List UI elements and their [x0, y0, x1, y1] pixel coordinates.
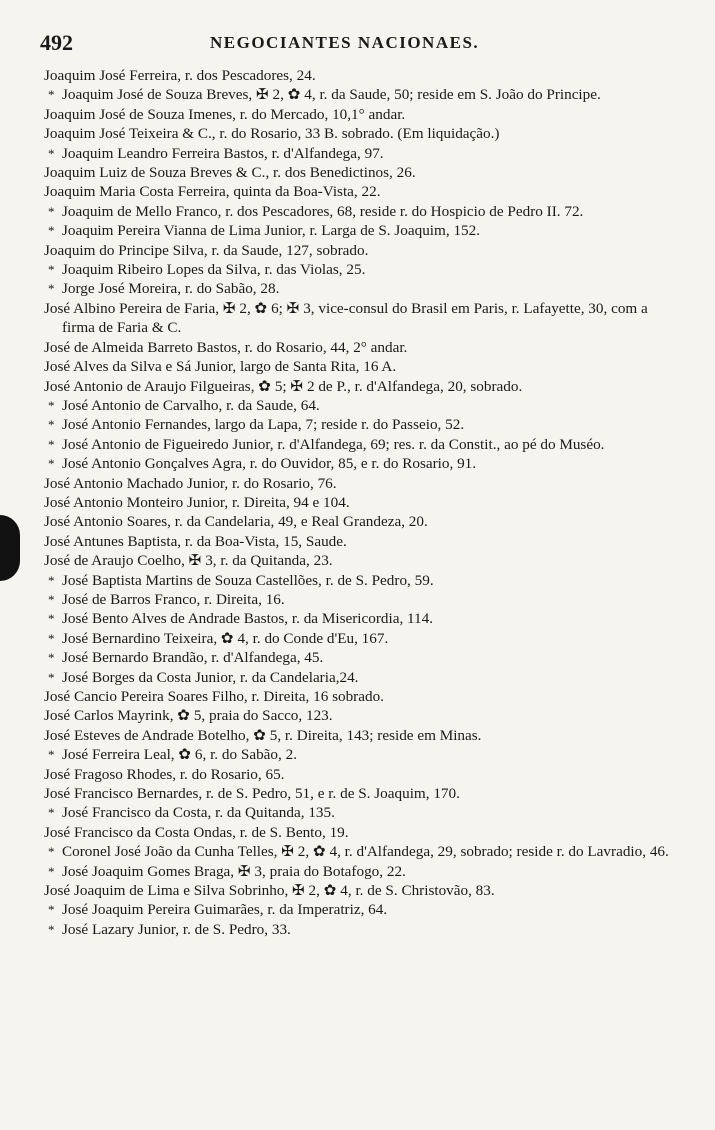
entry-text: José Albino Pereira de Faria, ✠ 2, ✿ 6; ✠ 3, vice-consul do Brasil em Paris, r. Lafayette, 30, com a firma de Faria & C.: [44, 299, 648, 337]
entry-text: José Francisco da Costa Ondas, r. de S. Bento, 19.: [44, 823, 349, 841]
entry-text: José Bernardo Brandão, r. d'Alfandega, 45.: [62, 649, 324, 667]
entry-text: Jorge José Moreira, r. do Sabão, 28.: [62, 280, 280, 298]
entry-text: Joaquim de Mello Franco, r. dos Pescadores, 68, reside r. do Hospicio de Pedro II. 72.: [62, 202, 584, 220]
entry-text: José Antunes Baptista, r. da Boa-Vista, 15, Saude.: [44, 532, 347, 550]
directory-entry: [44, 202, 673, 221]
entry-text: Coronel José João da Cunha Telles, ✠ 2, ✿ 4, r. d'Alfandega, 29, sobrado; reside r. do Lavradio, 46.: [62, 843, 669, 861]
directory-entry: [44, 66, 673, 85]
directory-entry: [44, 784, 673, 803]
directory-entry: [44, 803, 673, 822]
directory-entries: [44, 66, 673, 939]
star-mark-icon: *: [48, 630, 55, 646]
star-mark-icon: *: [48, 863, 55, 879]
entry-text: José Antonio de Araujo Filgueiras, ✿ 5; ✠ 2 de P., r. d'Alfandega, 20, sobrado.: [44, 377, 523, 395]
directory-entry: [44, 396, 673, 415]
directory-entry: [44, 862, 673, 881]
entry-text: José de Araujo Coelho, ✠ 3, r. da Quitanda, 23.: [44, 552, 333, 570]
directory-entry: [44, 571, 673, 590]
entry-text: Joaquim José de Souza Imenes, r. do Mercado, 10,1° andar.: [44, 105, 406, 123]
entry-text: José Joaquim Pereira Guimarães, r. da Imperatriz, 64.: [62, 901, 388, 919]
entry-text: José de Barros Franco, r. Direita, 16.: [62, 590, 285, 608]
directory-entry: [44, 687, 673, 706]
star-mark-icon: *: [48, 417, 55, 433]
entry-text: José Antonio Fernandes, largo da Lapa, 7; reside r. do Passeio, 52.: [62, 416, 465, 434]
entry-text: Joaquim José de Souza Breves, ✠ 2, ✿ 4, r. da Saude, 50; reside em S. João do Principe.: [62, 86, 601, 104]
entry-text: José Esteves de Andrade Botelho, ✿ 5, r. Direita, 143; reside em Minas.: [44, 726, 482, 744]
directory-entry: [44, 357, 673, 376]
running-title: NEGOCIANTES NACIONAES.: [210, 33, 480, 52]
entry-text: Joaquim Pereira Vianna de Lima Junior, r. Larga de S. Joaquim, 152.: [62, 222, 481, 240]
entry-text: José Ferreira Leal, ✿ 6, r. do Sabão, 2.: [62, 746, 297, 764]
page-header: [40, 30, 675, 54]
star-mark-icon: *: [48, 844, 55, 860]
entry-text: José Baptista Martins de Souza Castellões, r. de S. Pedro, 59.: [62, 571, 434, 589]
entry-text: José Joaquim de Lima e Silva Sobrinho, ✠ 2, ✿ 4, r. de S. Christovão, 83.: [44, 882, 495, 900]
directory-entry: [44, 590, 673, 609]
entry-text: José Francisco Bernardes, r. de S. Pedro, 51, e r. de S. Joaquim, 170.: [44, 785, 460, 803]
directory-entry: [44, 842, 673, 861]
entry-text: José Carlos Mayrink, ✿ 5, praia do Sacco, 123.: [44, 707, 333, 725]
star-mark-icon: *: [48, 921, 55, 937]
entry-text: José de Almeida Barreto Bastos, r. do Rosario, 44, 2° andar.: [44, 338, 408, 356]
directory-entry: [44, 668, 673, 687]
entry-text: José Antonio de Carvalho, r. da Saude, 64.: [62, 396, 320, 414]
directory-entry: [44, 279, 673, 298]
directory-entry: [44, 512, 673, 531]
entry-text: José Alves da Silva e Sá Junior, largo de Santa Rita, 16 A.: [44, 358, 397, 376]
star-mark-icon: *: [48, 87, 55, 103]
directory-entry: [44, 900, 673, 919]
entry-text: Joaquim Ribeiro Lopes da Silva, r. das Violas, 25.: [62, 261, 366, 279]
directory-entry: [44, 881, 673, 900]
directory-entry: [44, 745, 673, 764]
entry-text: José Borges da Costa Junior, r. da Candelaria,24.: [62, 668, 359, 686]
star-mark-icon: *: [48, 145, 55, 161]
directory-entry: [44, 765, 673, 784]
directory-entry: [44, 532, 673, 551]
directory-entry: [44, 163, 673, 182]
entry-text: José Antonio Soares, r. da Candelaria, 49, e Real Grandeza, 20.: [44, 513, 428, 531]
star-mark-icon: *: [48, 650, 55, 666]
star-mark-icon: *: [48, 203, 55, 219]
directory-entry: [44, 474, 673, 493]
directory-entry: [44, 609, 673, 628]
entry-text: José Antonio de Figueiredo Junior, r. d'Alfandega, 69; res. r. da Constit., ao pé do Muséo.: [62, 435, 605, 453]
directory-entry: [44, 260, 673, 279]
star-mark-icon: *: [48, 281, 55, 297]
directory-entry: [44, 823, 673, 842]
star-mark-icon: *: [48, 902, 55, 918]
entry-text: José Bernardino Teixeira, ✿ 4, r. do Conde d'Eu, 167.: [62, 629, 389, 647]
star-mark-icon: *: [48, 611, 55, 627]
entry-text: Joaquim Luiz de Souza Breves & C., r. dos Benedictinos, 26.: [44, 164, 416, 182]
entry-text: Joaquim Leandro Ferreira Bastos, r. d'Alfandega, 97.: [62, 144, 384, 162]
entry-text: Joaquim do Principe Silva, r. da Saude, 127, sobrado.: [44, 241, 369, 259]
directory-entry: [44, 85, 673, 104]
directory-entry: [44, 241, 673, 260]
star-mark-icon: *: [48, 747, 55, 763]
entry-text: José Bento Alves de Andrade Bastos, r. da Misericordia, 114.: [62, 610, 434, 628]
directory-entry: [44, 124, 673, 143]
entry-text: José Fragoso Rhodes, r. do Rosario, 65.: [44, 765, 285, 783]
directory-entry: [44, 299, 673, 338]
directory-entry: [44, 338, 673, 357]
directory-entry: [44, 706, 673, 725]
entry-text: Joaquim Maria Costa Ferreira, quinta da Boa-Vista, 22.: [44, 183, 381, 201]
entry-text: José Antonio Machado Junior, r. do Rosario, 76.: [44, 474, 337, 492]
star-mark-icon: *: [48, 572, 55, 588]
star-mark-icon: *: [48, 805, 55, 821]
entry-text: Joaquim José Teixeira & C., r. do Rosario, 33 B. sobrado. (Em liquidação.): [44, 125, 500, 143]
star-mark-icon: *: [48, 436, 55, 452]
directory-entry: [44, 144, 673, 163]
ink-blot: [0, 515, 20, 581]
directory-entry: [44, 493, 673, 512]
directory-entry: [44, 105, 673, 124]
directory-entry: [44, 648, 673, 667]
entry-text: José Lazary Junior, r. de S. Pedro, 33.: [62, 920, 291, 938]
page-number: 492: [40, 30, 73, 55]
directory-entry: [44, 726, 673, 745]
star-mark-icon: *: [48, 397, 55, 413]
directory-entry: [44, 182, 673, 201]
star-mark-icon: *: [48, 456, 55, 472]
directory-entry: [44, 221, 673, 240]
entry-text: José Joaquim Gomes Braga, ✠ 3, praia do Botafogo, 22.: [62, 862, 406, 880]
star-mark-icon: *: [48, 669, 55, 685]
entry-text: José Antonio Gonçalves Agra, r. do Ouvidor, 85, e r. do Rosario, 91.: [62, 455, 477, 473]
star-mark-icon: *: [48, 591, 55, 607]
entry-text: José Francisco da Costa, r. da Quitanda, 135.: [62, 804, 335, 822]
star-mark-icon: *: [48, 223, 55, 239]
directory-entry: [44, 454, 673, 473]
directory-entry: [44, 377, 673, 396]
star-mark-icon: *: [48, 262, 55, 278]
directory-entry: [44, 551, 673, 570]
directory-entry: [44, 629, 673, 648]
entry-text: José Antonio Monteiro Junior, r. Direita, 94 e 104.: [44, 493, 350, 511]
directory-entry: [44, 415, 673, 434]
entry-text: Joaquim José Ferreira, r. dos Pescadores, 24.: [44, 67, 316, 84]
directory-entry: [44, 435, 673, 454]
directory-entry: [44, 920, 673, 939]
entry-text: José Cancio Pereira Soares Filho, r. Direita, 16 sobrado.: [44, 688, 384, 705]
